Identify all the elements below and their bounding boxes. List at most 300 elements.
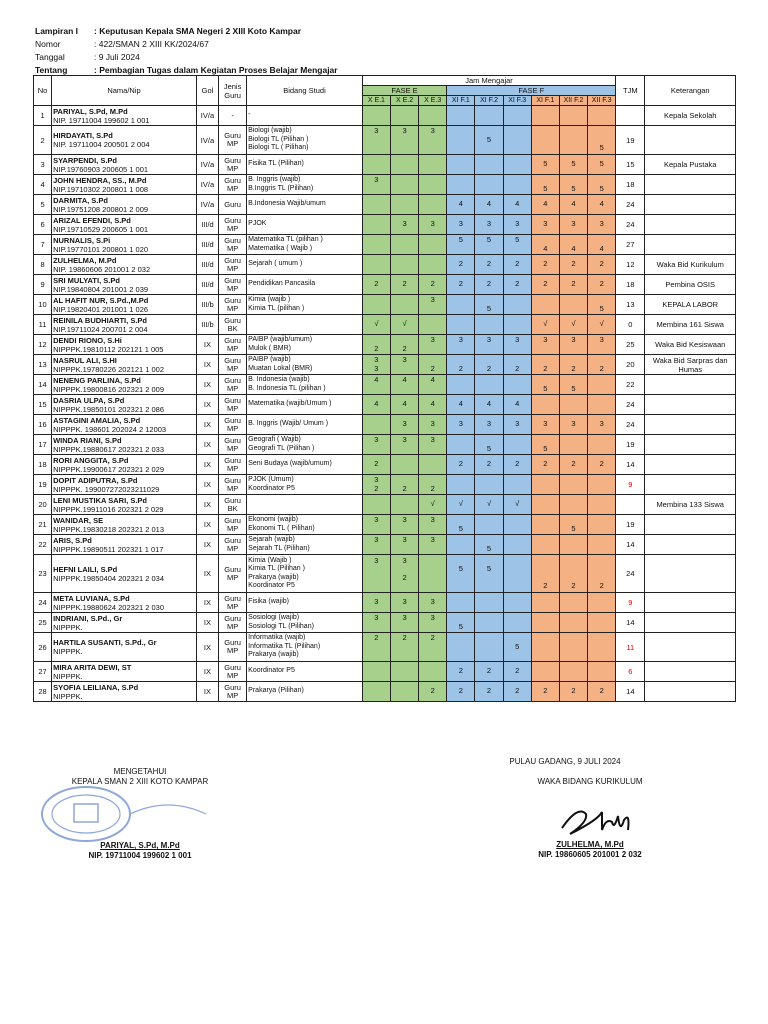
hours-cell bbox=[390, 633, 418, 662]
teacher-cell bbox=[52, 315, 197, 335]
hours-cell bbox=[447, 275, 475, 295]
hours-cell bbox=[390, 682, 418, 702]
hours-cell bbox=[503, 175, 531, 195]
gol-cell: IX bbox=[196, 455, 218, 475]
tjm-cell: 19 bbox=[616, 126, 645, 155]
hours-cell bbox=[531, 106, 559, 126]
hours-value: 3 bbox=[458, 219, 463, 229]
hours-cell bbox=[390, 415, 418, 435]
hours-cell bbox=[390, 155, 418, 175]
hours-cell bbox=[503, 295, 531, 315]
gol-cell: IV/a bbox=[196, 106, 218, 126]
hours-value: 2 bbox=[402, 343, 407, 353]
bidang-studi-cell bbox=[247, 315, 363, 335]
gol-cell: IX bbox=[196, 662, 218, 682]
hours-value: 2 bbox=[515, 686, 520, 696]
table-row bbox=[34, 535, 736, 555]
hours-cell bbox=[588, 515, 616, 535]
hours-cell bbox=[559, 235, 587, 255]
tjm-cell bbox=[616, 106, 645, 126]
hours-cell bbox=[559, 555, 587, 593]
hours-cell bbox=[588, 335, 616, 355]
col-no-header: No bbox=[34, 76, 52, 106]
teacher-name: MIRA ARITA DEWI, ST bbox=[53, 662, 132, 672]
hours-cell bbox=[503, 355, 531, 375]
hours-cell bbox=[362, 315, 390, 335]
teacher-nip: NIP. 19711004 200501 2 004 bbox=[53, 140, 150, 149]
hours-cell bbox=[559, 195, 587, 215]
hours-cell bbox=[475, 515, 503, 535]
hours-value: 2 bbox=[599, 279, 604, 289]
hours-cell bbox=[559, 126, 587, 155]
hours-cell bbox=[588, 295, 616, 315]
bidang-line: Matematika TL (pilihan ) bbox=[248, 236, 323, 243]
hours-cell bbox=[390, 535, 418, 555]
hours-value: 4 bbox=[402, 399, 407, 409]
teacher-name: ASTAGINI AMALIA, S.Pd bbox=[53, 415, 141, 425]
teacher-nip: NIP.19770101 200801 1 020 bbox=[53, 244, 149, 254]
gol-cell: IV/a bbox=[196, 155, 218, 175]
bidang-studi-cell bbox=[247, 255, 363, 275]
hours-cell bbox=[475, 126, 503, 155]
table-row bbox=[34, 355, 736, 375]
bidang-line: Informatika (wajib) bbox=[248, 634, 306, 642]
hours-cell bbox=[475, 613, 503, 633]
hours-cell bbox=[390, 375, 418, 395]
hours-cell bbox=[503, 495, 531, 515]
bidang-line: B.Inggris TL (Pilihan) bbox=[248, 184, 314, 192]
gol-cell: IX bbox=[196, 435, 218, 455]
bidang-line: PJOK (Umum) bbox=[248, 476, 294, 483]
hours-cell bbox=[447, 235, 475, 255]
hours-cell bbox=[588, 613, 616, 633]
table-row bbox=[34, 395, 736, 415]
teacher-nip: NIPPPK.19880617 202321 2 033 bbox=[53, 444, 165, 454]
hours-value bbox=[476, 144, 501, 153]
bidang-studi-cell bbox=[247, 295, 363, 315]
hours-cell bbox=[362, 126, 390, 155]
bidang-studi-cell bbox=[247, 126, 363, 155]
bidang-line: Ekonomi TL ( Pilihan) bbox=[248, 524, 315, 532]
teacher-nip: NIPPPK. 198601 202024 2 12003 bbox=[53, 424, 167, 434]
hours-cell bbox=[503, 195, 531, 215]
bidang-line: Koordinator P5 bbox=[248, 484, 295, 492]
teacher-name: PARIYAL, S.Pd, M.Pd bbox=[53, 106, 128, 116]
hours-cell bbox=[503, 455, 531, 475]
bidang-studi-cell bbox=[247, 375, 363, 395]
hours-value bbox=[476, 582, 501, 591]
hours-value: 2 bbox=[430, 483, 435, 493]
hours-cell bbox=[503, 395, 531, 415]
hours-cell bbox=[447, 475, 475, 495]
hours-value: √ bbox=[486, 499, 492, 509]
tjm-cell: 19 bbox=[616, 435, 645, 455]
keterangan-cell bbox=[645, 235, 736, 255]
hours-cell bbox=[559, 315, 587, 335]
keterangan-cell bbox=[645, 175, 736, 195]
hours-value: 2 bbox=[458, 686, 463, 696]
hours-cell bbox=[362, 335, 390, 355]
hours-cell bbox=[588, 315, 616, 335]
hours-value bbox=[364, 185, 389, 194]
hours-cell bbox=[588, 475, 616, 495]
tjm-cell: 11 bbox=[616, 633, 645, 662]
hours-cell bbox=[531, 415, 559, 435]
hours-value: 3 bbox=[599, 219, 604, 229]
hours-cell bbox=[503, 435, 531, 455]
col-jam-header: Jam Mengajar bbox=[362, 76, 615, 86]
hours-cell bbox=[559, 155, 587, 175]
hours-value: 2 bbox=[515, 459, 520, 469]
left-signature-title1: MENGETAHUI bbox=[113, 767, 167, 776]
keterangan-cell: Waka Bid Kesiswaan bbox=[645, 335, 736, 355]
gol-cell: IX bbox=[196, 555, 218, 593]
bidang-studi-cell bbox=[247, 435, 363, 455]
hours-cell bbox=[531, 126, 559, 155]
hours-value bbox=[364, 136, 389, 145]
hours-cell bbox=[447, 593, 475, 613]
hours-value: 5 bbox=[599, 143, 604, 153]
col-nama-header: Nama/Nip bbox=[52, 76, 197, 106]
hours-cell bbox=[419, 435, 447, 455]
table-row bbox=[34, 255, 736, 275]
table-row bbox=[34, 235, 736, 255]
hours-cell bbox=[588, 355, 616, 375]
table-row bbox=[34, 555, 736, 593]
keterangan-cell: Pembina OSIS bbox=[645, 275, 736, 295]
teacher-cell bbox=[52, 295, 197, 315]
jenis-guru-cell: Guru MP bbox=[219, 633, 247, 662]
bidang-line: Kimia TL (pilihan ) bbox=[248, 304, 305, 312]
teacher-name: INDRIANI, S.Pd., Gr bbox=[53, 613, 123, 623]
keterangan-cell bbox=[645, 633, 736, 662]
teacher-nip: NIPPPK.19800816 202321 2 009 bbox=[53, 384, 165, 394]
teacher-name: DARMITA, S.Pd bbox=[53, 195, 108, 205]
hours-cell bbox=[588, 415, 616, 435]
hours-cell bbox=[559, 335, 587, 355]
hours-value bbox=[364, 525, 389, 534]
row-number: 5 bbox=[34, 195, 52, 215]
hours-value bbox=[448, 345, 473, 354]
bidang-studi-cell bbox=[247, 215, 363, 235]
hours-value: 3 bbox=[374, 126, 379, 136]
hours-value bbox=[420, 445, 445, 454]
gol-cell: III/d bbox=[196, 235, 218, 255]
hours-cell bbox=[362, 682, 390, 702]
hours-cell bbox=[390, 555, 418, 593]
hours-value: 3 bbox=[486, 419, 492, 429]
class-header: XI F.2 bbox=[475, 96, 503, 106]
hours-cell bbox=[362, 475, 390, 495]
hours-cell bbox=[531, 593, 559, 613]
keterangan-cell: Kepala Sekolah bbox=[645, 106, 736, 126]
jenis-guru-cell: Guru MP bbox=[219, 295, 247, 315]
hours-cell bbox=[588, 175, 616, 195]
hours-cell bbox=[419, 335, 447, 355]
row-number: 22 bbox=[34, 535, 52, 555]
teacher-name: HIRDAYATI, S.Pd bbox=[53, 131, 113, 140]
hours-value: 3 bbox=[402, 126, 407, 136]
hours-value: 3 bbox=[402, 555, 407, 565]
jenis-guru-cell: Guru MP bbox=[219, 375, 247, 395]
class-header: XI F.1 bbox=[531, 96, 559, 106]
hours-value: 5 bbox=[486, 543, 492, 553]
hours-value: 2 bbox=[374, 279, 379, 289]
gol-cell: IX bbox=[196, 535, 218, 555]
hours-value: 3 bbox=[374, 435, 379, 444]
hours-cell bbox=[362, 662, 390, 682]
hours-value: 2 bbox=[374, 633, 379, 643]
hours-cell bbox=[390, 495, 418, 515]
hours-value: 3 bbox=[374, 175, 379, 184]
tjm-cell: 14 bbox=[616, 682, 645, 702]
table-row bbox=[34, 375, 736, 395]
hours-value bbox=[589, 127, 614, 136]
bidang-line: Kimia (wajib ) bbox=[248, 296, 291, 303]
teacher-name: NASRUL ALI, S.HI bbox=[53, 355, 117, 365]
teacher-nip: NIPPPK. 199007272023211029 bbox=[53, 484, 160, 494]
tjm-cell: 22 bbox=[616, 375, 645, 395]
hours-cell bbox=[503, 475, 531, 495]
fase-e-header: FASE E bbox=[362, 86, 446, 96]
teacher-cell bbox=[52, 682, 197, 702]
jenis-guru-cell: Guru MP bbox=[219, 235, 247, 255]
keterangan-cell bbox=[645, 215, 736, 235]
hours-cell bbox=[475, 375, 503, 395]
hours-value bbox=[392, 144, 417, 153]
hours-cell bbox=[475, 535, 503, 555]
row-number: 7 bbox=[34, 235, 52, 255]
hours-value bbox=[364, 582, 389, 591]
teacher-cell bbox=[52, 435, 197, 455]
hours-cell bbox=[531, 475, 559, 495]
hours-value bbox=[364, 545, 389, 554]
tanggal-label: Tanggal bbox=[35, 52, 65, 62]
left-signature-nip: NIP. 19711004 199602 1 001 bbox=[88, 851, 192, 860]
tjm-cell: 19 bbox=[616, 515, 645, 535]
hours-value: 4 bbox=[599, 199, 604, 209]
hours-value: 5 bbox=[571, 383, 576, 393]
bidang-studi-cell bbox=[247, 555, 363, 593]
hours-value: 4 bbox=[515, 399, 520, 409]
hours-cell bbox=[390, 255, 418, 275]
hours-cell bbox=[447, 515, 475, 535]
hours-cell bbox=[475, 275, 503, 295]
school-stamp-icon bbox=[38, 784, 208, 844]
gol-cell: IV/a bbox=[196, 175, 218, 195]
row-number: 12 bbox=[34, 335, 52, 355]
gol-cell: IX bbox=[196, 335, 218, 355]
jenis-guru-cell: Guru MP bbox=[219, 475, 247, 495]
hours-cell bbox=[531, 515, 559, 535]
teacher-cell bbox=[52, 375, 197, 395]
hours-value: 3 bbox=[374, 515, 379, 524]
hours-cell bbox=[588, 633, 616, 662]
keterangan-cell bbox=[645, 455, 736, 475]
hours-value: 2 bbox=[515, 259, 520, 269]
teacher-cell bbox=[52, 593, 197, 613]
hours-cell bbox=[447, 375, 475, 395]
hours-cell bbox=[475, 175, 503, 195]
hours-value: 2 bbox=[458, 259, 463, 269]
hours-cell bbox=[531, 235, 559, 255]
bidang-studi-cell bbox=[247, 275, 363, 295]
hours-cell bbox=[362, 633, 390, 662]
hours-value bbox=[420, 525, 445, 534]
hours-value: 4 bbox=[543, 199, 548, 209]
keterangan-cell: Waka Bid Sarpras dan Humas bbox=[645, 355, 736, 375]
hours-cell bbox=[419, 633, 447, 662]
hours-cell bbox=[503, 593, 531, 613]
keterangan-cell bbox=[645, 415, 736, 435]
hours-cell bbox=[503, 255, 531, 275]
hours-value: 5 bbox=[458, 523, 463, 533]
hours-cell bbox=[362, 215, 390, 235]
hours-cell bbox=[419, 555, 447, 593]
hours-value: 4 bbox=[571, 243, 576, 253]
hours-value: 3 bbox=[458, 335, 463, 344]
hours-cell bbox=[419, 495, 447, 515]
hours-value: 3 bbox=[402, 515, 407, 524]
hours-value: 3 bbox=[430, 219, 435, 229]
hours-value: 2 bbox=[430, 633, 435, 643]
hours-cell bbox=[390, 295, 418, 315]
hours-value: 2 bbox=[486, 363, 492, 373]
hours-value bbox=[392, 525, 417, 534]
hours-cell bbox=[588, 126, 616, 155]
class-header: X E.2 bbox=[390, 96, 418, 106]
hours-cell bbox=[390, 613, 418, 633]
hours-cell bbox=[559, 415, 587, 435]
keterangan-cell bbox=[645, 535, 736, 555]
handwritten-signature-icon bbox=[558, 800, 638, 840]
bidang-line: Geografi ( Wajib) bbox=[248, 436, 301, 443]
jenis-guru-cell: Guru MP bbox=[219, 395, 247, 415]
hours-value: 2 bbox=[486, 666, 492, 676]
hours-value: 2 bbox=[599, 459, 604, 469]
hours-value bbox=[420, 623, 445, 632]
hours-cell bbox=[447, 195, 475, 215]
hours-value: 4 bbox=[486, 399, 492, 409]
hours-cell bbox=[559, 106, 587, 126]
teacher-nip: NIPPPK.19810112 202121 1 005 bbox=[53, 344, 164, 354]
tjm-cell: 14 bbox=[616, 535, 645, 555]
hours-value: 2 bbox=[571, 459, 576, 469]
bidang-line: Kimia (Wajib ) bbox=[248, 556, 292, 564]
hours-cell bbox=[475, 495, 503, 515]
bidang-line: Seni Budaya (wajib/umum) bbox=[248, 460, 332, 468]
hours-cell bbox=[559, 215, 587, 235]
table-row bbox=[34, 126, 736, 155]
hours-cell bbox=[559, 295, 587, 315]
hours-value: 2 bbox=[543, 686, 548, 696]
teacher-cell bbox=[52, 613, 197, 633]
hours-cell bbox=[475, 593, 503, 613]
teacher-nip: NIPPPK.19780226 202121 1 002 bbox=[53, 364, 165, 374]
hours-cell bbox=[390, 335, 418, 355]
teacher-cell bbox=[52, 515, 197, 535]
hours-cell bbox=[503, 555, 531, 593]
hours-value: 4 bbox=[543, 243, 548, 253]
hours-value bbox=[533, 565, 558, 574]
jenis-guru-cell: Guru MP bbox=[219, 662, 247, 682]
hours-value: 5 bbox=[458, 621, 463, 631]
hours-cell bbox=[503, 613, 531, 633]
row-number: 9 bbox=[34, 275, 52, 295]
keterangan-cell: Waka Bid Kurikulum bbox=[645, 255, 736, 275]
table-row bbox=[34, 295, 736, 315]
hours-cell bbox=[588, 435, 616, 455]
teacher-cell bbox=[52, 355, 197, 375]
bidang-studi-cell bbox=[247, 195, 363, 215]
hours-cell bbox=[531, 275, 559, 295]
teacher-nip: NIPPPK. bbox=[53, 622, 83, 632]
hours-cell bbox=[419, 106, 447, 126]
hours-value bbox=[476, 245, 501, 254]
hours-cell bbox=[475, 395, 503, 415]
class-header: XII F.3 bbox=[588, 96, 616, 106]
bidang-line: PAIBP (wajib/umum) bbox=[248, 336, 313, 343]
bidang-line: Prakarya (wajib) bbox=[248, 573, 299, 581]
teacher-cell bbox=[52, 555, 197, 593]
hours-cell bbox=[362, 593, 390, 613]
hours-cell bbox=[531, 175, 559, 195]
hours-cell bbox=[475, 662, 503, 682]
table-row bbox=[34, 662, 736, 682]
hours-value bbox=[420, 345, 445, 354]
teacher-nip: NIPPPK.19911016 202321 2 029 bbox=[53, 504, 164, 514]
class-header: X E.1 bbox=[362, 96, 390, 106]
hours-value: 5 bbox=[458, 235, 463, 244]
gol-cell: III/d bbox=[196, 275, 218, 295]
tjm-cell: 9 bbox=[616, 475, 645, 495]
hours-cell bbox=[362, 195, 390, 215]
hours-value bbox=[392, 643, 417, 652]
hours-value: 5 bbox=[571, 159, 576, 169]
tjm-cell: 24 bbox=[616, 415, 645, 435]
hours-cell bbox=[362, 275, 390, 295]
hours-cell bbox=[559, 275, 587, 295]
hours-value: 2 bbox=[458, 363, 463, 373]
hours-cell bbox=[362, 235, 390, 255]
table-row bbox=[34, 275, 736, 295]
hours-cell bbox=[447, 395, 475, 415]
hours-cell bbox=[475, 235, 503, 255]
hours-value: 5 bbox=[571, 523, 576, 533]
gol-cell: III/b bbox=[196, 295, 218, 315]
keterangan-cell bbox=[645, 195, 736, 215]
hours-cell bbox=[390, 126, 418, 155]
hours-value: 3 bbox=[543, 419, 548, 429]
hours-cell bbox=[419, 455, 447, 475]
bidang-line: - bbox=[248, 111, 251, 119]
hours-cell bbox=[390, 175, 418, 195]
hours-cell bbox=[559, 375, 587, 395]
bidang-line: Ekonomi (wajib) bbox=[248, 516, 298, 523]
row-number: 23 bbox=[34, 555, 52, 593]
hours-cell bbox=[390, 235, 418, 255]
hours-value bbox=[392, 385, 417, 394]
col-gol-header: Gol bbox=[196, 76, 218, 106]
hours-value bbox=[392, 623, 417, 632]
hours-cell bbox=[475, 335, 503, 355]
teacher-nip: NIPPPK.19900617 202321 2 029 bbox=[53, 464, 165, 474]
hours-value: 3 bbox=[374, 535, 379, 544]
teacher-nip: NIPPPK. bbox=[53, 647, 83, 656]
jenis-guru-cell: Guru BK bbox=[219, 495, 247, 515]
nomor-label: Nomor bbox=[35, 39, 61, 49]
bidang-line: Pendidikan Pancasila bbox=[248, 280, 316, 288]
